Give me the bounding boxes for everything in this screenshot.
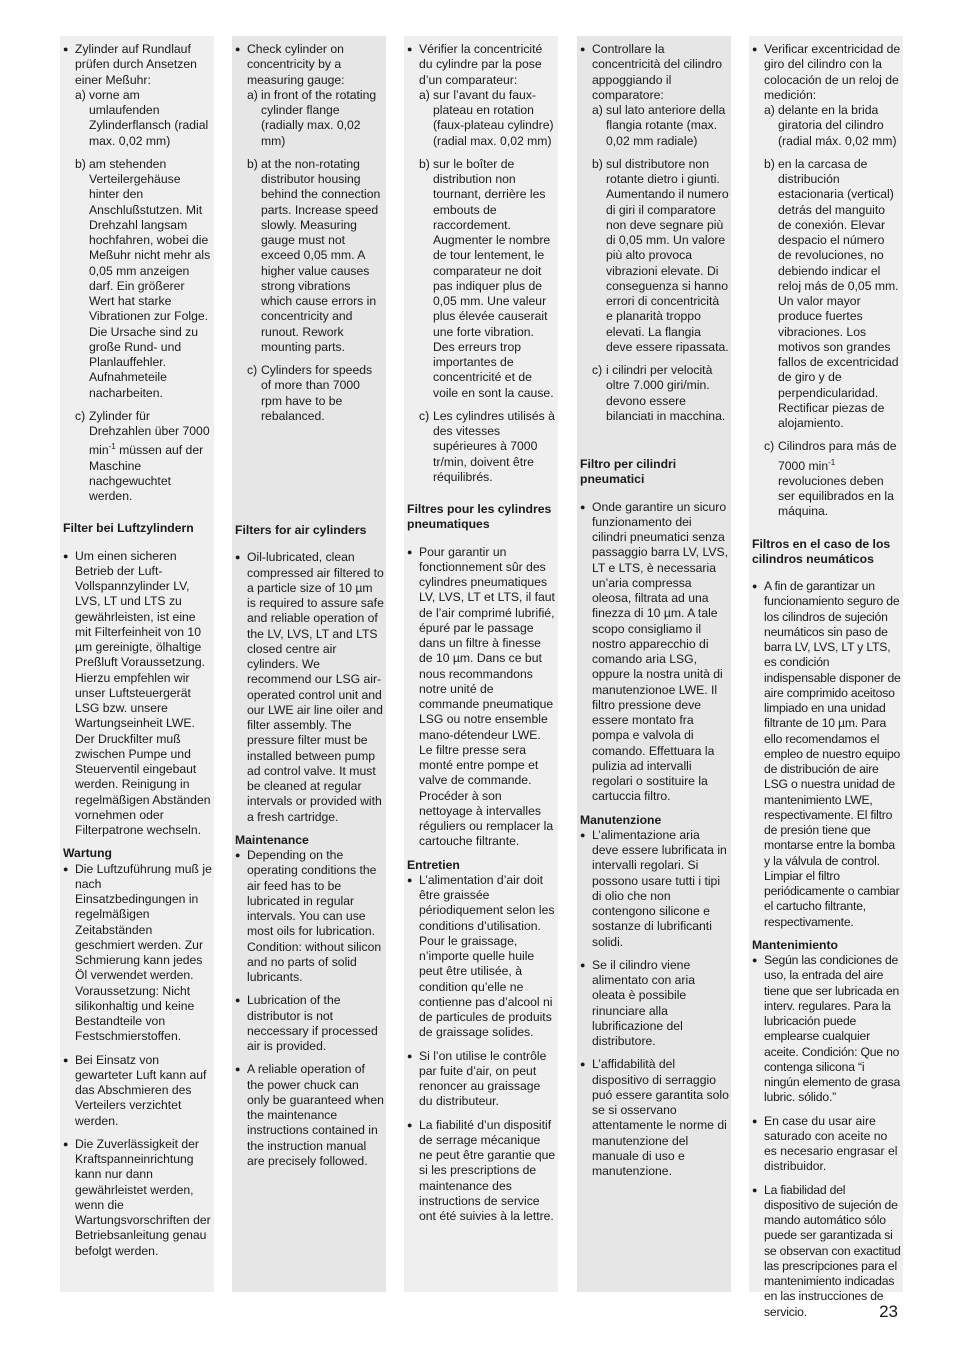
intro-text: Check cylinder on concentricity by a measuring gauge:: [247, 42, 345, 87]
maintenance-item-2: ● Lubrication of the distributor is not neccessary if processed air is provided.: [235, 993, 384, 1054]
filter-heading: Filtro per cilindri pneumatici: [580, 457, 677, 487]
filter-heading: Filtres pour les cylindres pneumatiques: [407, 502, 552, 532]
sub-item-b: [247, 157, 384, 355]
text-c-pre: Cylinders for speeds of more than 7000 rpm have to be rebalanced.: [261, 363, 373, 423]
sub-item-b: [419, 157, 556, 401]
label-c: c): [764, 439, 775, 454]
intro-text: Vérifier la concentricité du cylindre par la pose d’un comparateur:: [419, 42, 543, 87]
text-a: vorne am umlaufenden Zylinderflansch (radial max. 0,02 mm): [89, 87, 209, 148]
text-b: en la carcasa de distribución estacionaria (vertical) detrás del manguito de conexión. Elevar despacio el número de revoluciones, no debiendo indicar el reloj más de 0,05 mm. Un valor mayor produce fuertes vibraciones. Los motivos son grandes fallos de excentricidad de giro y de perpendicularidad. Rectificar piezas de alojamiento.: [778, 156, 899, 430]
maintenance-item-2: ● En case du usar aire saturado con aceite no es necesario engrasar el distribuidor.: [752, 1114, 901, 1175]
sub-item-a: [75, 88, 212, 149]
maintenance-heading: Entretien: [407, 857, 460, 872]
maintenance-heading: Mantenimiento: [752, 937, 838, 952]
text-b: sur le boîter de distribution non tournant, derrière les embouts de raccordement. Augmenter le nombre de tour lentement, le comparateur ne doit pas indiquer plus de 0,05 mm. Une valeur plus élevée causerait une forte vibration. Des erreurs trop importantes de concentricité et de voile en sont la cause.: [433, 156, 554, 400]
concentricity-check: [580, 42, 729, 424]
label-a: a): [75, 87, 86, 102]
intro-text: Controllare la concentricità del cilindro appoggiando il comparatore:: [592, 42, 723, 102]
filter-heading: Filtros en el caso de los cilindros neumáticos: [752, 536, 891, 566]
text-c-post: müssen auf der Maschine nachgewuchtet werden.: [89, 443, 204, 504]
filter-text: ● Onde garantire un sicuro funzionamento dei cilindri pneumatici senza passaggio barra LV, LVS, LT e LTS, è necessaria un’aria compressa oleosa, filtrata ad una finezza di 10 µm. A tale scopo consigliamo il nostro apparecchio di comando aria LSG, oppure la nostra unità di manutenzionoe LWE. Il filtro pressione deve essere montato fra pompa e valvola di comando. Effettuara la pulizia ad intervalli regolari o sostituire la cartuccia filtro.: [580, 500, 729, 805]
label-b: b): [592, 156, 603, 171]
text-a: sur l’avant du faux-plateau en rotation (faux-plateau cylindre) (radial max. 0,02 mm): [433, 87, 554, 148]
sub-item-c: [419, 409, 556, 485]
text-b: sul distributore non rotante dietro i giunti. Aumentando il numero di giri il comparatore non deve segnare più di 0,05 mm. Un valore più alto provoca vibrazioni elevate. Di conseguenza si hanno errori di concentricità e planarità troppo elevati. La flangia deve essere ripassata.: [606, 156, 729, 354]
text-a: delante en la brida giratoria del cilindro (radial máx. 0,02 mm): [778, 103, 897, 148]
filter-heading: Filters for air cylinders: [235, 523, 367, 537]
text-c-sup: -1: [108, 442, 116, 452]
column-french: [404, 36, 558, 1292]
maintenance-item-1: ● L’alimentazione aria deve essere lubrificata in intervalli regolari. Si possono usare tutti i tipi di olio che non contengono silicone e sostanze di lubrificanti solidi.: [580, 828, 729, 950]
sub-item-b: [75, 157, 212, 401]
text-c-pre: Cilindros para más de 7000 min: [778, 439, 897, 473]
text-c-pre: Les cylindres utilisés à des vitesses supérieures à 7000 tr/min, doivent être réquilibrés.: [433, 408, 555, 484]
text-c-sup: -1: [828, 457, 836, 467]
filter-text: ● Um einen sicheren Betrieb der Luft-Vollspannzylinder LV, LVS, LT und LTS zu gewährleisten, ist eine mit Filterfeinheit von 10 µm gereinigte, ölhaltige Preßluft Voraussetzung. Hierzu empfehlen wir unser Luftsteuergerät LSG bzw. unsere Wartungseinheit LWE. Der Druckfilter muß zwischen Pumpe und Steuerventil eingebaut werden. Reinigung in regelmäßigen Abständen vornehmen oder Filterpatrone wechseln.: [63, 549, 212, 839]
text-c-post: revoluciones deben ser equilibrados en la máquina.: [778, 473, 894, 519]
column-italian: [577, 36, 731, 1292]
maintenance-item-2: ● Se il cilindro viene alimentato con aria oleata è possibile rinunciare alla lubrificazione del distributore.: [580, 958, 729, 1050]
intro-text: Verificar excentricidad de giro del cilindro con la colocación de un reloj de medición:: [764, 42, 901, 102]
sub-item-c: [592, 363, 729, 424]
label-b: b): [75, 156, 86, 171]
label-c: c): [247, 363, 258, 377]
text-c-pre: Zylinder für Drehzahlen über 7000 min: [89, 408, 210, 458]
maintenance-heading: Wartung: [63, 846, 112, 861]
text-b: at the non-rotating distributor housing behind the connection parts. Increase speed slowly. Measuring gauge must not exceed 0,05 mm. A higher value causes strong vibrations which cause errors in concentricity and runout. Rework mounting parts.: [261, 156, 381, 354]
maintenance-item-3: ● La fiabilidad del dispositivo de sujeción de mando automático sólo puede ser garantizada si se observan con exactitud las prescripciones para el mantenimiento indicadas en las instrucciones de servicio.: [752, 1183, 901, 1320]
concentricity-check: [752, 42, 901, 520]
sub-item-a: [247, 88, 384, 149]
concentricity-check: [235, 42, 384, 424]
label-b: b): [419, 156, 430, 171]
text-a: sul lato anteriore della flangia rotante (max. 0,02 mm radiale): [606, 103, 726, 148]
filter-heading: Filter bei Luftzylindern: [63, 521, 194, 536]
maintenance-item-1: ● Según las condiciones de uso, la entrada del aire tiene que ser lubricada en interv. regulares. Para la lubricación puede emplearse cualquier aceite. Condición: Que no contenga silicona “i ningún elemento de grasa lubric. sólido.”: [752, 953, 901, 1106]
sub-item-a: [764, 103, 901, 149]
concentricity-check: [63, 42, 212, 504]
text-b: am stehenden Verteilergehäuse hinter den Anschlußstutzen. Mit Drehzahl langsam hochfahren, wobei die Meßuhr nicht mehr als 0,05 mm anzeigen darf. Ein größerer Wert hat starke Vibrationen zur Folge. Die Ursache sind zu große Rund- und Planlauffehler. Aufnahmeteile nacharbeiten.: [89, 156, 211, 400]
label-a: a): [247, 87, 258, 102]
text-c-pre: i cilindri per velocità oltre 7.000 giri/min. devono essere bilanciati in macchina.: [606, 363, 726, 423]
sub-item-c: [764, 439, 901, 519]
maintenance-item-3: ● L’affidabilità del dispositivo di serraggio puó essere garantita solo se si osservano attentamente le norme di manutenzione del manuale di uso e manutenzione.: [580, 1057, 729, 1179]
maintenance-item-2: ● Bei Einsatz von gewarteter Luft kann auf das Abschmieren des Verteilers verzichtet werden.: [63, 1053, 212, 1129]
concentricity-check: [407, 42, 556, 485]
label-a: a): [592, 103, 603, 117]
label-b: b): [764, 156, 775, 171]
maintenance-item-3: ● A reliable operation of the power chuck can only be guaranteed when the maintenance instructions contained in the instruction manual are precisely followed.: [235, 1062, 384, 1169]
maintenance-heading: Manutenzione: [580, 812, 662, 827]
filter-text: ● Pour garantir un fonctionnement sûr des cylindres pneumatiques LV, LVS, LT et LTS, il faut de l’air comprimé lubrifié, épuré par le passage dans un filtre à finesse de 10 µm. Dans ce but nous recommandons notre unité de commande pneumatique LSG ou notre ensemble mano-détendeur LWE. Le filtre presse sera monté entre pompe et valve de commande. Procéder à son nettoyage à intervalles réguliers ou remplacer la cartouche filtrante.: [407, 545, 556, 850]
maintenance-item-1: ● L’alimentation d’air doit être graissée périodiquement selon les conditions d’utilisation. Pour le graissage, n’importe quelle huile peut être utilisée, à condition qu’elle ne contienne pas d’alcool ni de particules de produits de graissage solides.: [407, 873, 556, 1041]
maintenance-item-3: ● La fiabilité d’un dispositif de serrage mécanique ne peut être garantie que si les prescriptions de maintenance des instructions de service ont été suivies à la lettre.: [407, 1118, 556, 1225]
intro-text: Zylinder auf Rundlauf prüfen durch Ansetzen einer Meßuhr:: [75, 42, 197, 87]
sub-item-c: [247, 363, 384, 424]
sub-item-b: [592, 157, 729, 355]
maintenance-item-3: ● Die Zuverlässigkeit der Kraftspanneinrichtung kann nur dann gewährleistet werden, wenn die Wartungsvorschriften der Betriebsanleitung genau befolgt werden.: [63, 1137, 212, 1259]
label-c: c): [419, 408, 430, 423]
page-number: 23: [879, 1302, 898, 1321]
column-english: [232, 36, 386, 1292]
maintenance-item-2: ● Si l’on utilise le contrôle par fuite d’air, on peut renoncer au graissage du distributeur.: [407, 1049, 556, 1110]
sub-item-b: [764, 157, 901, 432]
column-german: [60, 36, 214, 1292]
maintenance-heading: Maintenance: [235, 832, 309, 847]
maintenance-item-1: ● Depending on the operating conditions the air feed has to be lubricated in regular intervals. You can use most oils for lubrication. Condition: without silicon and no parts of solid lubricants.: [235, 848, 384, 985]
sub-item-c: [75, 409, 212, 505]
sub-item-a: [419, 88, 556, 149]
label-a: a): [764, 103, 775, 117]
text-a: in front of the rotating cylinder flange (radially max. 0,02 mm): [261, 87, 377, 148]
maintenance-item-1: ● Die Luftzuführung muß je nach Einsatzbedingungen in regelmäßigen Zeitabständen geschmiert werden. Zur Schmierung kann jedes Öl verwendet werden. Voraussetzung: Nicht silikonhaltig und keine Bestandteile von Festschmierstoffen.: [63, 862, 212, 1045]
label-c: c): [75, 408, 86, 423]
filter-text: ● Oil-lubricated, clean compressed air filtered to a particle size of 10 µm is required to assure safe and reliable operation of the LV, LVS, LT and LTS closed centre air cylinders. We recommend our LSG air-operated control unit and our LWE air line oiler and filter assembly. The pressure filter must be installed between pump ad control valve. It must be cleaned at regular intervals or provided with a fresh cartridge.: [235, 550, 384, 825]
label-c: c): [592, 363, 603, 377]
filter-text: ● A fin de garantizar un funcionamiento seguro de los cilindros de sujeción neumáticos sin paso de barra LV, LVS, LT y LTS, es condición indispensable disponer de aire comprimido aceitoso limpiado en una unidad filtrante de 10 µm. Para ello recomendamos el empleo de nuestro equipo de distribución de aire LSG o nuestra unidad de mantenimiento LWE, respectivamente. El filtro de presión tiene que montarse entre la bomba y la válvula de control. Limpiar el filtro periódicamente o cambiar el cartucho filtrante, respectivamente.: [752, 579, 901, 930]
label-b: b): [247, 156, 258, 171]
sub-item-a: [592, 103, 729, 149]
label-a: a): [419, 87, 430, 102]
